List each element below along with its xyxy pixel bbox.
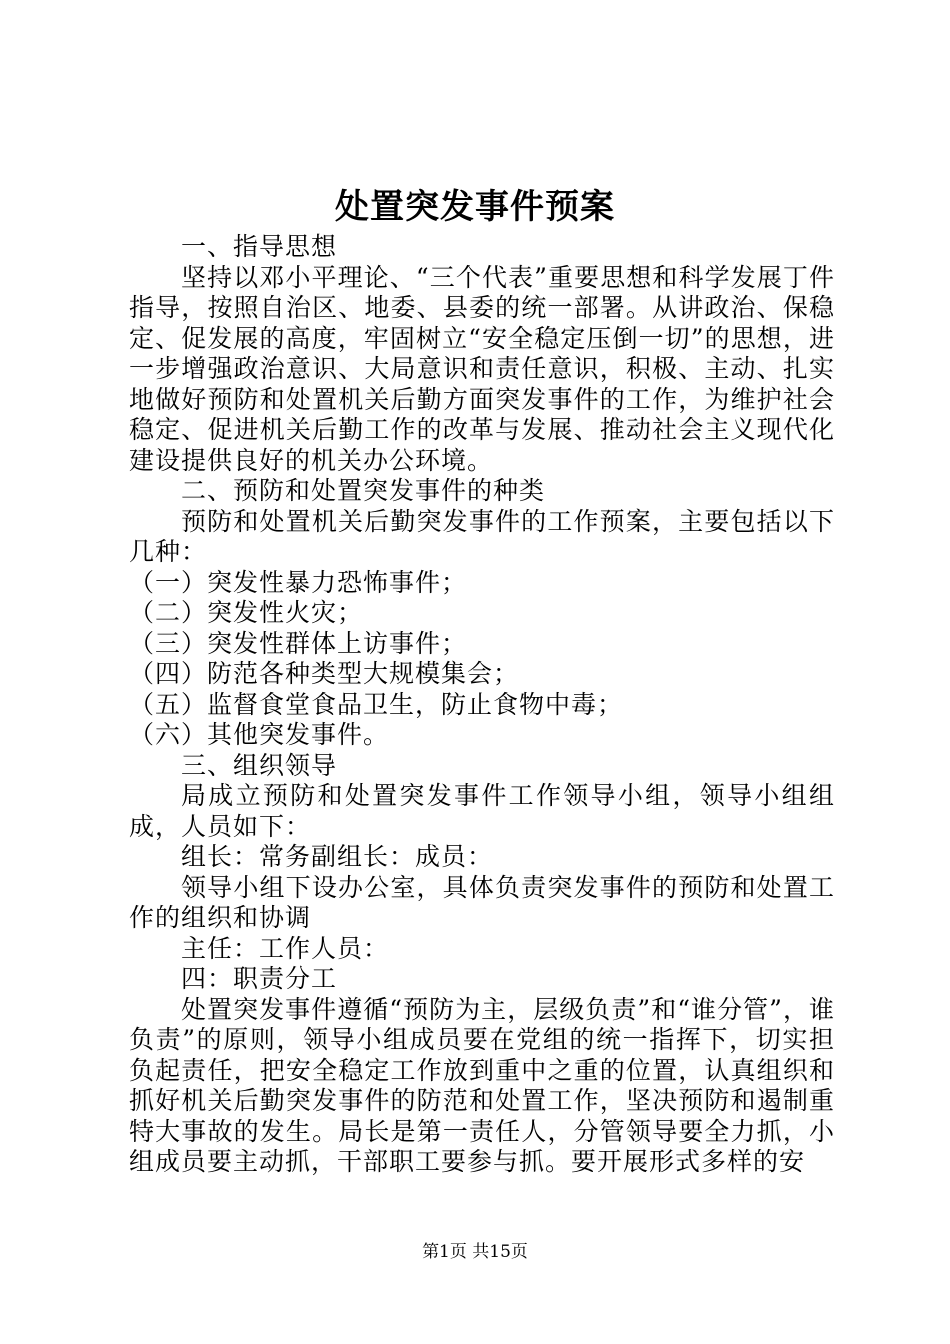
section-heading-responsibilities: 四：职责分工 [181, 964, 338, 993]
document-body [129, 232, 835, 1178]
list-item: （三）突发性群体上访事件； [129, 628, 468, 658]
list-item: （四）防范各种类型大规模集会； [129, 659, 520, 688]
paragraph-group-members: 组长：常务副组长：成员： [181, 842, 494, 871]
list-item: （六）其他突发事件。 [129, 720, 390, 749]
paragraph-event-types-intro: 预防和处置机关后勤突发事件的工作预案，主要包括以下几种： [129, 506, 835, 566]
paragraph-office-staff: 主任：工作人员： [181, 933, 390, 963]
paragraph-organization: 局成立预防和处置突发事件工作领导小组，领导小组组成，人员如下： [129, 781, 835, 841]
section-heading-guiding-ideology: 一、指导思想 [181, 232, 338, 261]
paragraph-responsibilities: 处置突发事件遵循“预防为主，层级负责”和“谁分管”，谁负责”的原则，领导小组成员要在党组的统一指挥下，切实担负起责任，把安全稳定工作放到重中之重的位置，认真组织和抓好机关后勤突发事件的防范和处置工作，坚决预防和遏制重特大事故的发生。局长是第一责任人，分管领导要全力抓，小组成员要主动抓，干部职工要参与抓。要开展形式多样的安 [129, 994, 835, 1176]
section-heading-organization: 三、组织领导 [181, 750, 338, 780]
paragraph-office: 领导小组下设办公室，具体负责突发事件的预防和处置工作的组织和协调 [129, 872, 835, 932]
page-footer: 第1页 共15页 [422, 1242, 528, 1262]
list-item: （五）监督食堂食品卫生，防止食物中毒； [129, 689, 624, 719]
list-item: （二）突发性火灾； [129, 598, 364, 627]
paragraph-guiding-ideology: 坚持以邓小平理论、“三个代表”重要思想和科学发展丁件指导，按照自治区、地委、县委的统一部署。从讲政治、保稳定、促发展的高度，牢固树立“安全稳定压倒一切”的思想，进一步增强政治意识、大局意识和责任意识，积极、主动、扎实地做好预防和处置机关后勤方面突发事件的工作，为维护社会稳定、促进机关后勤工作的改革与发展、推动社会主义现代化建设提供良好的机关办公环境。 [129, 262, 835, 475]
document-title: 处置突发事件预案 [335, 187, 615, 227]
section-heading-event-types: 二、预防和处置突发事件的种类 [181, 476, 546, 505]
list-item: （一）突发性暴力恐怖事件； [129, 567, 468, 597]
